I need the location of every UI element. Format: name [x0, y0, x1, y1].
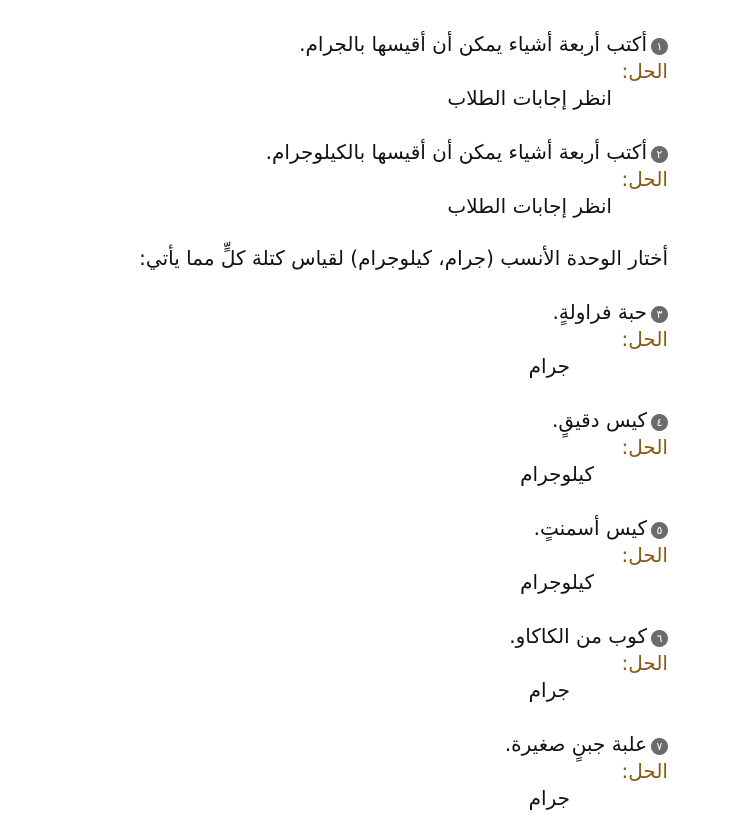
- question-3: [68, 298, 668, 326]
- exercise-item-1: [68, 30, 668, 112]
- solution-label: الحل:: [621, 59, 668, 83]
- instruction-text-block: [68, 244, 668, 272]
- exercise-item-4: [68, 406, 668, 488]
- question-text: أكتب أربعة أشياء يمكن أن أقيسها بالكيلوجرام.: [265, 140, 647, 164]
- question-number-badge: ٤: [651, 414, 668, 431]
- question-number-badge: ٧: [651, 738, 668, 755]
- exercise-item-5: [68, 514, 668, 596]
- question-text: علبة جبنٍ صغيرة.: [504, 732, 647, 756]
- instruction-text: أختار الوحدة الأنسب (جرام، كيلوجرام) لقياس كتلة كلٍّ مما يأتي:: [139, 246, 668, 270]
- question-text: كوب من الكاكاو.: [509, 624, 647, 648]
- solution-label: الحل:: [621, 435, 668, 459]
- solution-label: الحل:: [621, 167, 668, 191]
- question-1: [68, 30, 668, 58]
- answer-6: جرام: [528, 678, 570, 702]
- solution-label: الحل:: [621, 651, 668, 675]
- answer-1: انظر إجابات الطلاب: [447, 86, 612, 110]
- question-number-badge: ٦: [651, 630, 668, 647]
- question-5: [68, 514, 668, 542]
- question-text: حبة فراولةٍ.: [552, 300, 647, 324]
- question-7: [68, 730, 668, 758]
- question-6: [68, 622, 668, 650]
- question-text: كيس أسمنتٍ.: [533, 516, 647, 540]
- answer-7: جرام: [528, 786, 570, 810]
- answer-3: جرام: [528, 354, 570, 378]
- solution-label: الحل:: [621, 543, 668, 567]
- question-2: [68, 138, 668, 166]
- question-4: [68, 406, 668, 434]
- question-text: أكتب أربعة أشياء يمكن أن أقيسها بالجرام.: [299, 32, 647, 56]
- question-text: كيس دقيقٍ.: [552, 408, 647, 432]
- exercise-item-6: [68, 622, 668, 704]
- solution-label: الحل:: [621, 327, 668, 351]
- solution-label: الحل:: [621, 759, 668, 783]
- question-number-badge: ١: [651, 38, 668, 55]
- answer-5: كيلوجرام: [520, 570, 594, 594]
- question-number-badge: ٣: [651, 306, 668, 323]
- exercise-item-2: [68, 138, 668, 220]
- exercise-item-7: [68, 730, 668, 812]
- answer-4: كيلوجرام: [520, 462, 594, 486]
- answer-2: انظر إجابات الطلاب: [447, 194, 612, 218]
- exercise-item-3: [68, 298, 668, 380]
- question-number-badge: ٢: [651, 146, 668, 163]
- question-number-badge: ٥: [651, 522, 668, 539]
